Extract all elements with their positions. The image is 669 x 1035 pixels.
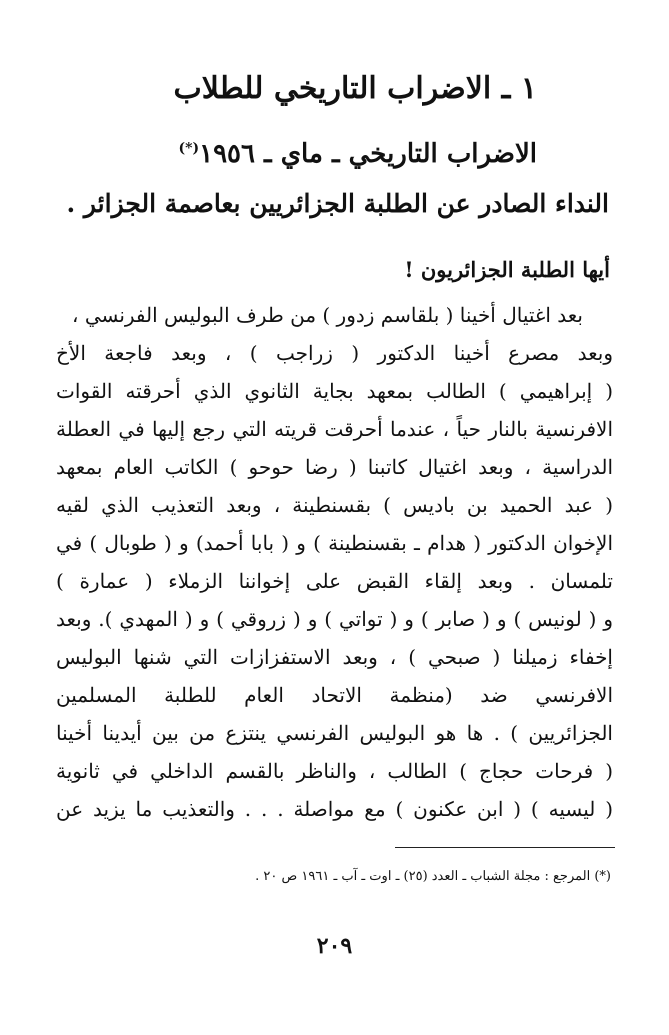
body-line: و ( لونيس ) و ( صابر ) و ( تواتي ) و ( زروقي ) و ( المهدي ). وبعد (56, 607, 613, 631)
body-line: وبعد مصرع أخينا الدكتور ( زراجب ) ، وبعد فاجعة الأخ (56, 341, 613, 365)
body-line: الافرنسي ضد (منظمة الاتحاد العام للطلبة المسلمين (56, 683, 613, 707)
body-line: الافرنسية بالنار حياً ، عندما أحرقت قريته التي رجع إليها في العطلة (56, 417, 613, 441)
body-line: إخفاء زميلنا ( صبحي ) ، وبعد الاستفزازات التي شنها البوليس (56, 645, 613, 669)
body-line: ( ليسيه ) ( ابن عكنون ) مع مواصلة . . . والتعذيب ما يزيد عن (56, 797, 613, 821)
subtitle-text: الاضراب التاريخي ـ ماي ـ ١٩٥٦ (199, 139, 537, 169)
body-line: ( عبد الحميد بن باديس ) بقسنطينة ، وبعد التعذيب الذي لقيه (56, 493, 613, 517)
body-line: تلمسان . وبعد إلقاء القبض على إخواننا الزملاء ( عمارة ) (56, 569, 613, 593)
page-number: ٢٠٩ (316, 933, 353, 959)
body-line: الجزائريين ) . ها هو البوليس الفرنسي ينتزع من بين أيدينا أخينا (56, 721, 613, 745)
body-line: الدراسية ، وبعد اغتيال كاتبنا ( رضا حوحو ) الكاتب العام بمعهد (56, 455, 613, 479)
document-subtitle-line2: النداء الصادر عن الطلبة الجزائريين بعاصمة الجزائر . (66, 189, 609, 218)
body-line: بعد اغتيال أخينا ( بلقاسم زدور ) من طرف البوليس الفرنسي ، (72, 303, 583, 327)
document-subtitle (179, 141, 537, 167)
footnote-divider (395, 847, 615, 848)
body-text (56, 296, 613, 828)
body-line: ( فرحات حجاج ) الطالب ، والناظر بالقسم الداخلي في ثانوية (56, 759, 613, 783)
salutation: أيها الطلبة الجزائريون ! (404, 257, 610, 282)
body-line: الإخوان الدكتور ( هدام ـ بقسنطينة ) و ( بابا أحمد) و ( طوبال ) في (56, 531, 613, 555)
footnote-marker: (*) (178, 140, 200, 157)
chapter-title: ١ ـ الاضراب التاريخي للطلاب (173, 71, 537, 106)
footnote: (*) المرجع : مجلة الشباب ـ العدد (٢٥) ـ اوت ـ آب ـ ١٩٦١ ص ٢٠ . (255, 869, 611, 884)
body-line: ( إبراهيمي ) الطالب بمعهد بجاية الثانوي الذي أحرقته القوات (56, 379, 613, 403)
